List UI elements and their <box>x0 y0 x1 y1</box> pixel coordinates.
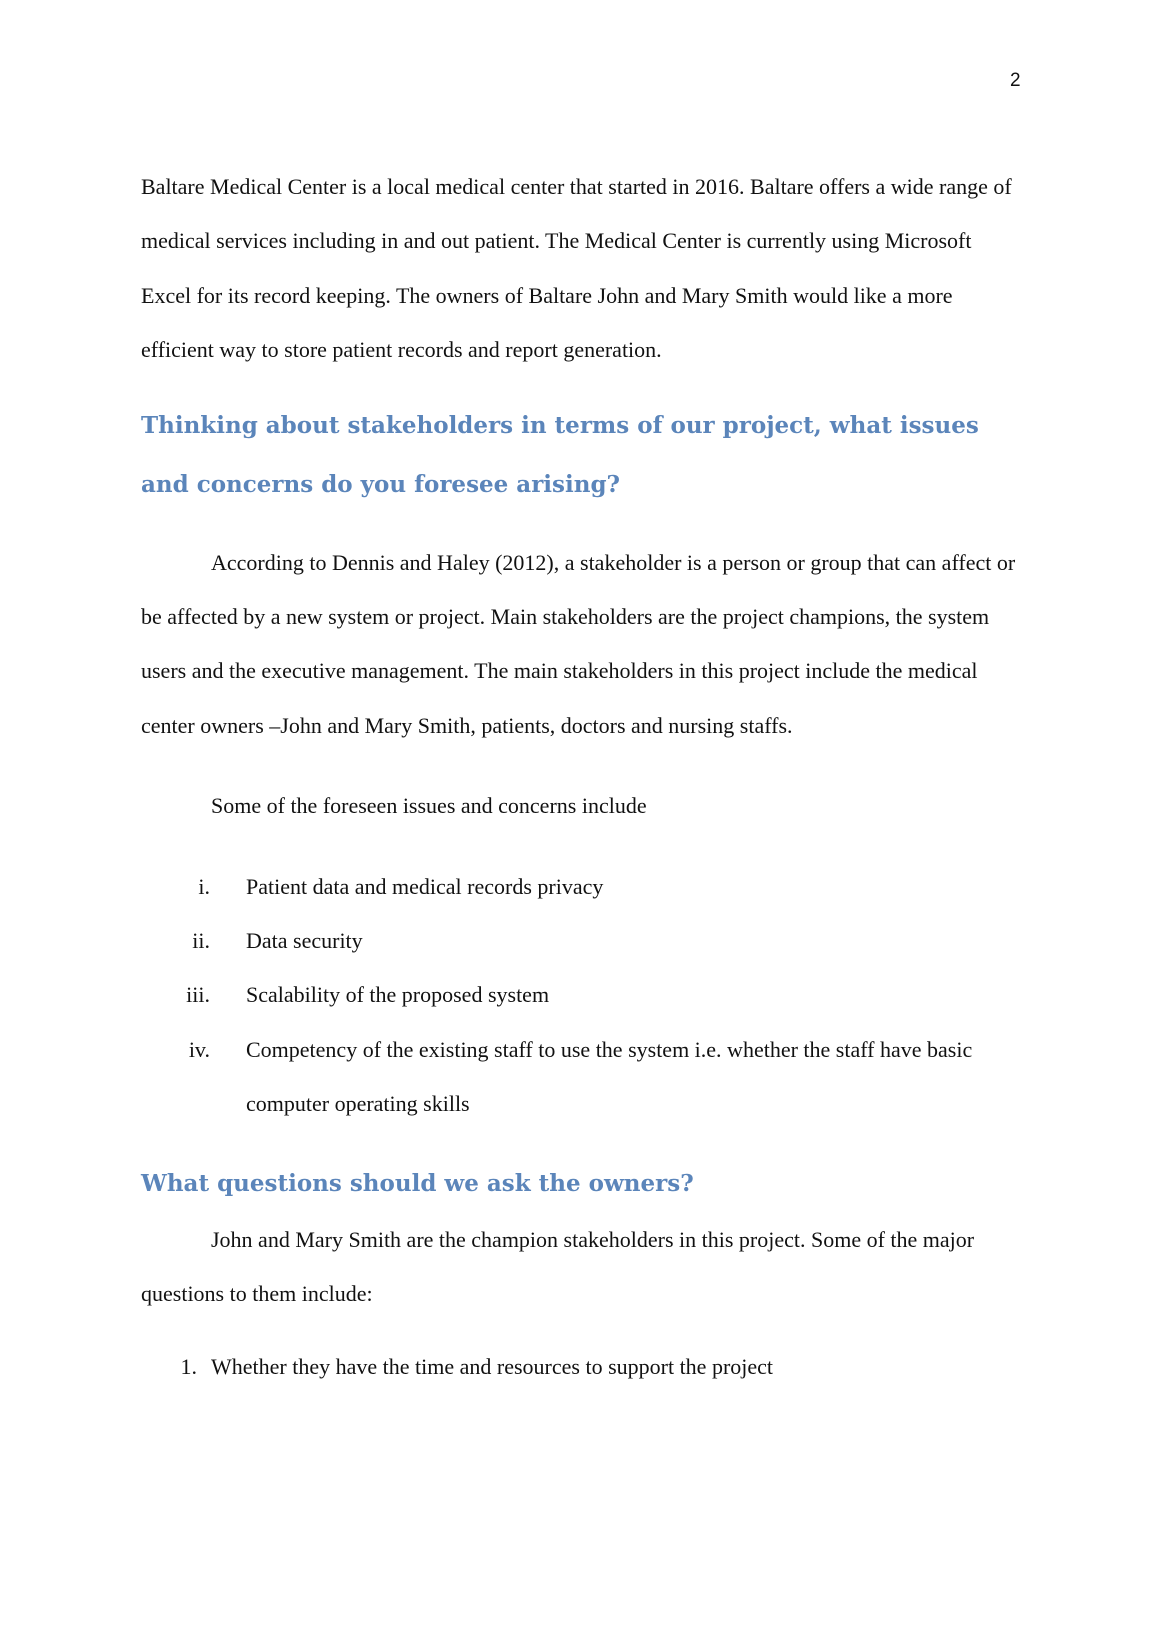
list-marker: iv. <box>188 1036 210 1062</box>
owner-questions-heading: What questions should we ask the owners? <box>141 1169 694 1197</box>
list-marker: ii. <box>192 928 210 954</box>
list-item-text: Patient data and medical records privacy <box>246 873 604 899</box>
issues-list <box>141 860 1021 1132</box>
list-item-text: Competency of the existing staff to use the system i.e. whether the staff have basic computer operating skills <box>246 1036 973 1117</box>
questions-list <box>141 1340 1021 1394</box>
owners-paragraph: John and Mary Smith are the champion stakeholders in this project. Some of the major questions to them include: <box>141 1226 975 1307</box>
list-marker: 1. <box>180 1353 197 1379</box>
page-number: 2 <box>1010 70 1021 91</box>
list-item <box>141 968 1021 1022</box>
stakeholder-issues-heading: Thinking about stakeholders in terms of our project, what issues and concerns do you foresee arising? <box>141 411 979 498</box>
list-item <box>141 860 1021 914</box>
list-item-text: Scalability of the proposed system <box>246 982 550 1008</box>
list-marker: iii. <box>186 982 210 1008</box>
list-marker: i. <box>198 873 210 899</box>
document-body <box>141 160 1021 1394</box>
list-item-text: Whether they have the time and resources to support the project <box>211 1353 774 1379</box>
list-item-text: Data security <box>246 928 363 954</box>
list-item <box>141 1023 1021 1132</box>
list-item <box>141 1340 1021 1394</box>
intro-paragraph: Baltare Medical Center is a local medical center that started in 2016. Baltare offers a wide range of medical services including in and out patient. The Medical Center is currently using Microsoft Excel for its record keeping. The owners of Baltare John and Mary Smith would like a more efficient way to store patient records and report generation. <box>141 174 1012 363</box>
stakeholder-definition-paragraph: According to Dennis and Haley (2012), a stakeholder is a person or group that can affect or be affected by a new system or project. Main stakeholders are the project champions, the system users and the executive management. The main stakeholders in this project include the medical center owners –John and Mary Smith, patients, doctors and nursing staffs. <box>141 549 1016 738</box>
issues-intro-paragraph: Some of the foreseen issues and concerns include <box>211 793 647 819</box>
list-item <box>141 914 1021 968</box>
